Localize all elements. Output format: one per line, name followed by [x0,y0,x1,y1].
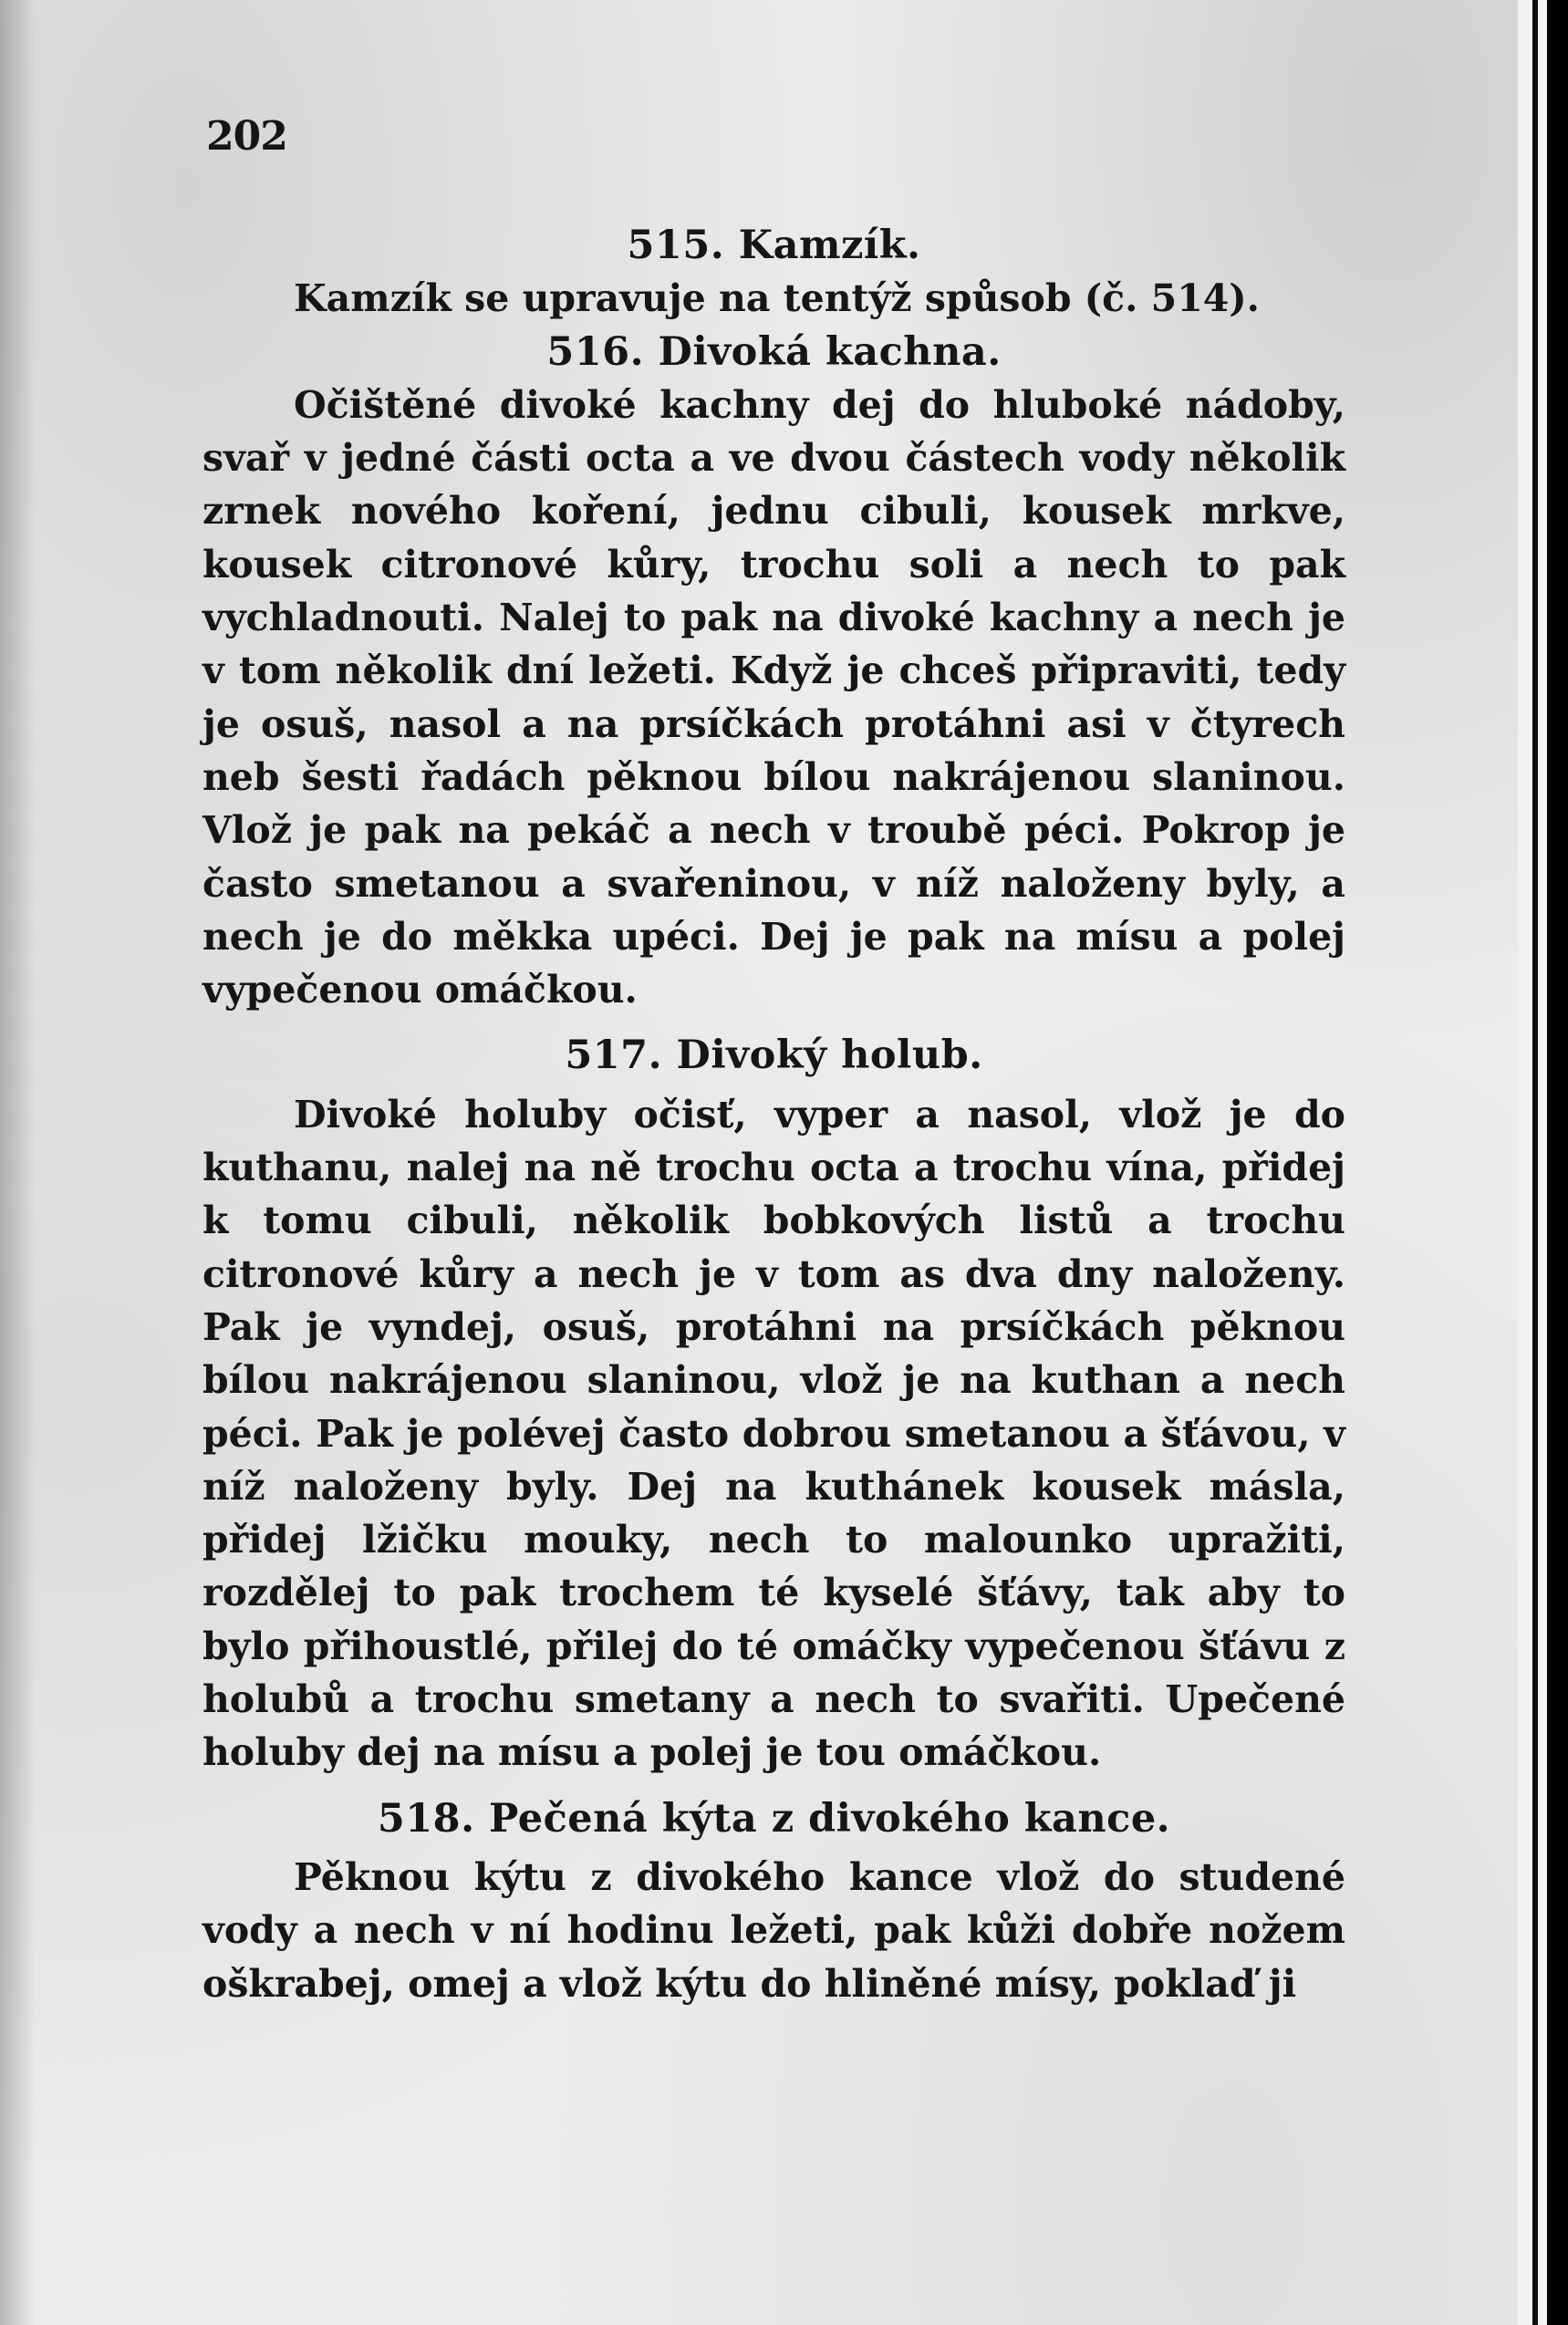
section-heading [202,1029,1345,1082]
section-number: 518. [377,1795,475,1842]
section-paragraph: Pěknou kýtu z divokého kance vlož do studené vody a nech v ní hodinu ležeti, pak kůži dobře nožem oškrabej, omej a vlož kýtu do hliněné mísy, poklaď ji [202,1854,1345,2006]
section-number: 517. [565,1033,663,1079]
section-paragraph: Očištěné divoké kachny dej do hluboké nádoby, svař v jedné části octa a ve dvou částech vody několik zrnek nového koření, jednu cibuli, kousek mrkve, kousek citronové kůry, trochu soli a nech to pak vychladnouti. Nalej to pak na divoké kachny a nech je v tom několik dní ležeti. Když je chceš připraviti, tedy je osuš, nasol a na prsíčkách protáhni asi v čtyrech neb šesti řadách pěknou bílou nakrájenou slaninou. Vlož je pak na pekáč a nech v troubě péci. Pokrop je často smetanou a svařeninou, v níž naloženy byly, a nech je do měkka upéci. Dej je pak na mísu a polej vypečenou omáčkou. [202,382,1345,1012]
section-title: Divoký holub. [676,1033,983,1079]
section-number: 515. [627,223,725,268]
page-shadow [0,0,36,2325]
page-number: 202 [206,113,287,160]
section-title: Pečená kýta z divokého kance. [489,1795,1171,1842]
section-heading [202,326,1345,379]
section-title: Kamzík. [738,223,921,268]
section-paragraph: Divoké holuby očisť, vyper a nasol, vlož je do kuthanu, nalej na ně trochu octa a trochu vína, přidej k tomu cibuli, několik bobkových listů a trochu citronové kůry a nech je v tom as dva dny naloženy. Pak je vyndej, osuš, protáhni na prsíčkách pěknou bílou nakrájenou slaninou, vlož je na kuthan a nech péci. Pak je polévej často dobrou smetanou a šťávou, v níž naloženy byly. Dej na kuthánek kousek másla, přidej lžičku mouky, nech to malounko upražiti, rozdělej to pak trochem té kyselé šťávy, tak aby to bylo přihoustlé, přilej do té omáčky vypečenou šťávu z holubů a trochu smetany a nech to svařiti. Upečené holuby dej na mísu a polej je tou omáčkou. [202,1092,1345,1775]
recipe-text [202,219,1345,2010]
section-paragraph: Kamzík se upravuje na tentýž spůsob (č. 514). [294,276,1260,321]
section-title: Divoká kachna. [658,328,1002,375]
page-edge [1518,0,1568,2325]
section-number: 516. [546,328,645,375]
section-heading [202,219,1345,272]
section-heading [202,1792,1345,1845]
